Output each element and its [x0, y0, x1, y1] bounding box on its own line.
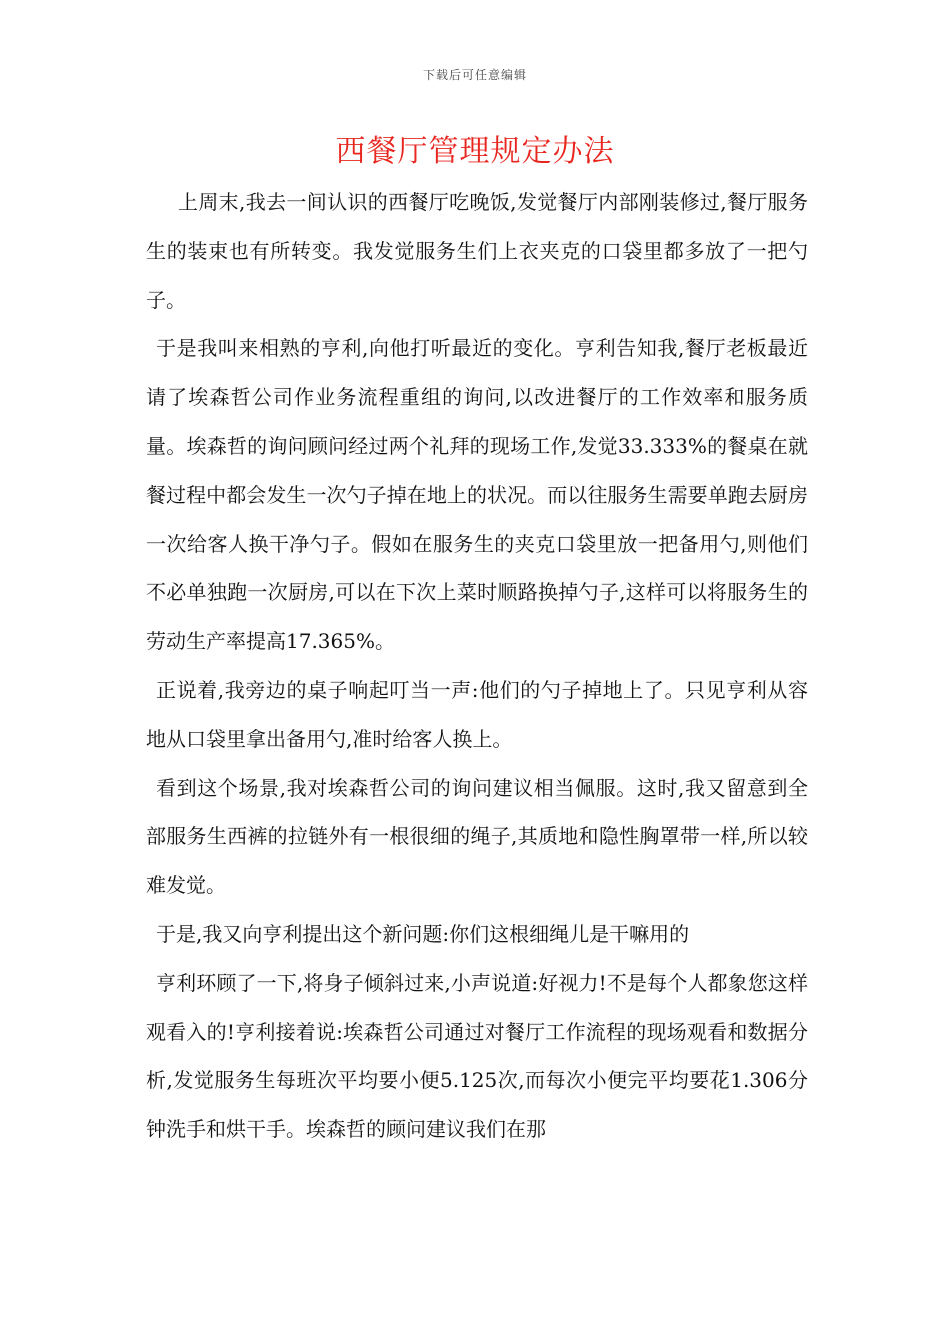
paragraph-3: 正说着,我旁边的桌子响起叮当一声:他们的勺子掉地上了。只见亨利从容地从口袋里拿出备用勺,准时给客人换上。 [146, 677, 808, 751]
paragraph-2: 于是我叫来相熟的亨利,向他打听最近的变化。亨利告知我,餐厅老板最近请了埃森哲公司作业务流程重组的询问,以改进餐厅的工作效率和服务质量。埃森哲的询问顾问经过两个礼拜的现场工作,发觉33.333%的餐桌在就餐过程中都会发生一次勺子掉在地上的状况。而以往服务生需要单跑去厨房一次给客人换干净勺子。假如在服务生的夹克口袋里放一把备用勺,则他们不必单独跑一次厨房,可以在下次上菜时顺路换掉勺子,这样可以将服务生的劳动生产率提高17.365%。 [146, 336, 808, 654]
document-title: 西餐厅管理规定办法 [335, 134, 615, 169]
paragraph-4: 看到这个场景,我对埃森哲公司的询问建议相当佩服。这时,我又留意到全部服务生西裤的拉链外有一根很细的绳子,其质地和隐性胸罩带一样,所以较难发觉。 [146, 775, 808, 898]
paragraph-6: 亨利环顾了一下,将身子倾斜过来,小声说道:好视力!不是每个人都象您这样观看入的!亨利接着说:埃森哲公司通过对餐厅工作流程的现场观看和数据分析,发觉服务生每班次平均要小便5.125次,而每次小便完平均要花1.306分钟洗手和烘干手。埃森哲的顾问建议我们在那 [146, 970, 808, 1142]
page-header-note: 下载后可任意编辑 [422, 68, 527, 82]
paragraph-5: 于是,我又向亨利提出这个新问题:你们这根细绳儿是干嘛用的 [156, 921, 690, 946]
document-body [146, 178, 808, 1154]
paragraph-1: 上周末,我去一间认识的西餐厅吃晚饭,发觉餐厅内部刚装修过,餐厅服务生的装束也有所转变。我发觉服务生们上衣夹克的口袋里都多放了一把勺子。 [146, 190, 808, 312]
